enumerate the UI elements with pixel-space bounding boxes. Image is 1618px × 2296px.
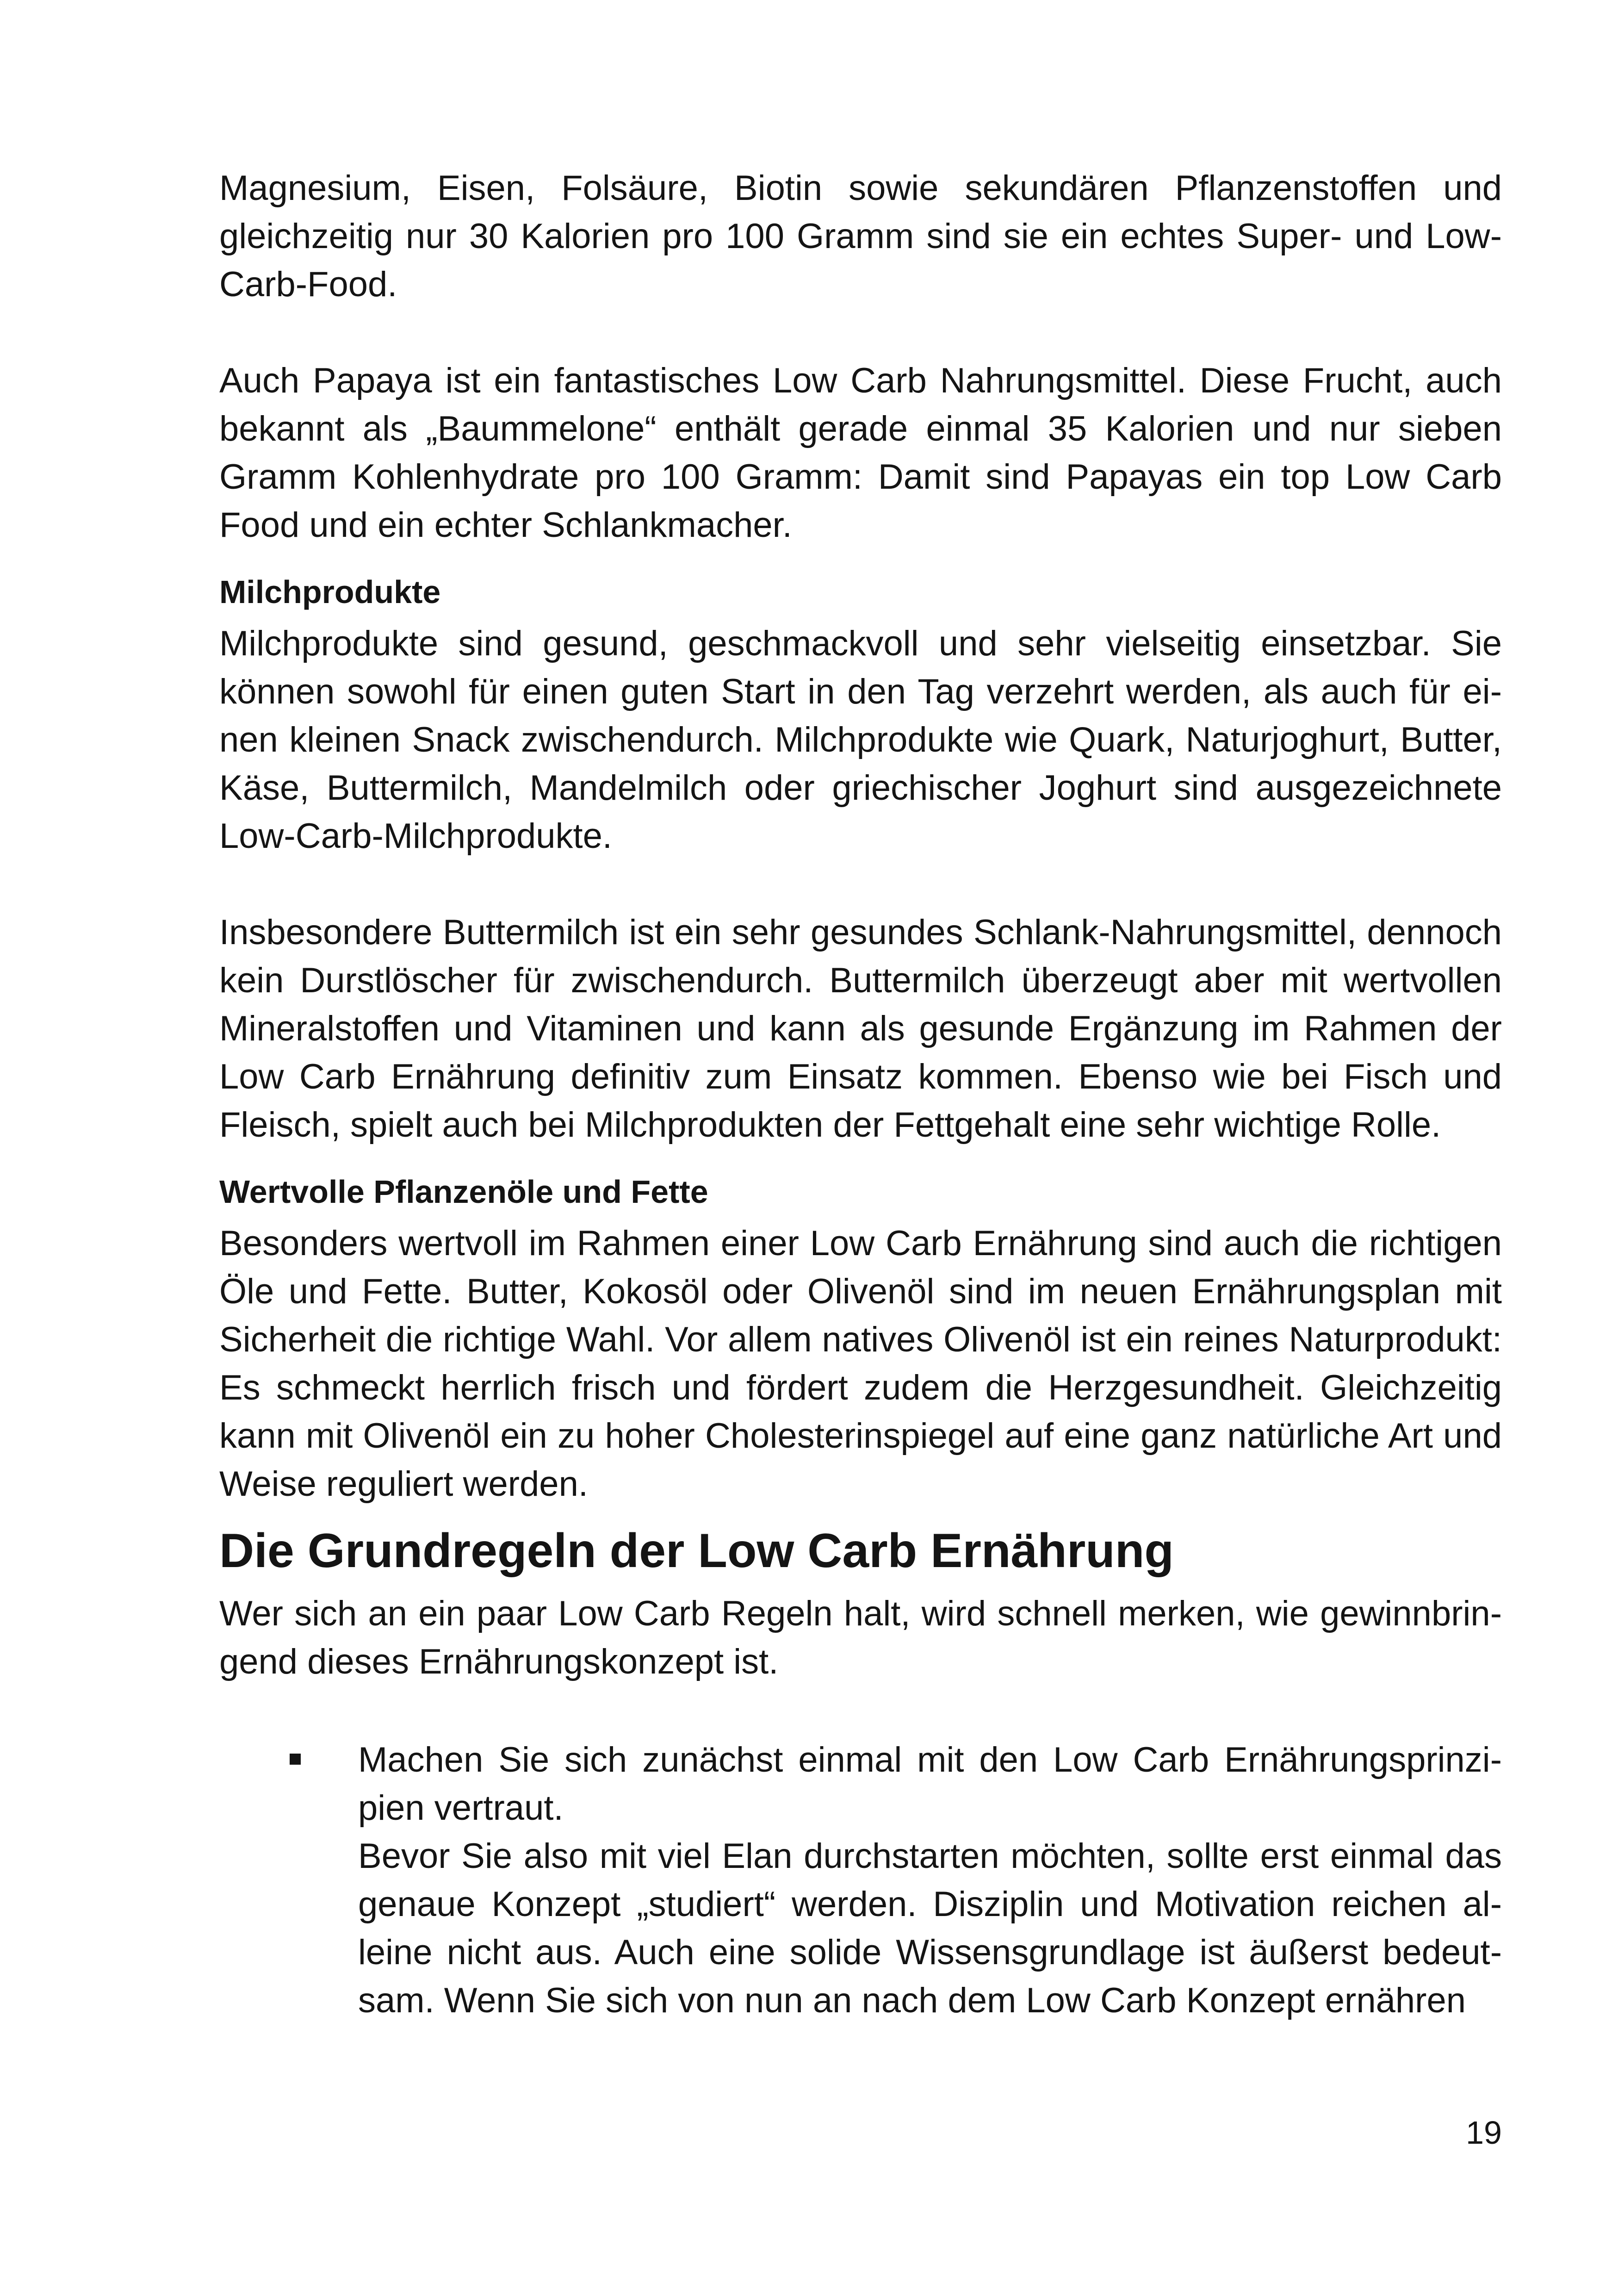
- list-item-body: Bevor Sie also mit viel Elan durchstarten möchten, sollte erst einmal das genaue Konzept „studiert“ werden. Disziplin und Motivation reichen alleine nicht aus. Auch eine solide Wissensgrundlage ist äußerst bedeutsam. Wenn Sie sich von nun an nach dem Low Carb Konzept ernähren: [358, 1836, 1502, 2020]
- list-item-title: Machen Sie sich zunächst einmal mit den Low Carb Ernährungsprinzipien vertraut.: [358, 1740, 1502, 1828]
- paragraph-superfood: Magnesium, Eisen, Folsäure, Biotin sowie sekundären Pflanzenstoffen und gleichzeitig nur 30 Kalorien pro 100 Gramm sind sie ein echtes Super- und Low-Carb-Food.: [219, 168, 1502, 304]
- rules-list: [219, 1736, 1502, 2025]
- paragraph-grundregeln-intro: Wer sich an ein paar Low Carb Regeln halt, wird schnell merken, wie gewinnbringend dieses Ernährungskonzept ist.: [219, 1594, 1502, 1681]
- page-number: 19: [1466, 2115, 1502, 2151]
- paragraph-papaya: Auch Papaya ist ein fantastisches Low Carb Nahrungsmittel. Diese Frucht, auch bekannt als „Baummelone“ enthält gerade einmal 35 Kalorien und nur sieben Gramm Kohlenhydrate pro 100 Gramm: Damit sind Papayas ein top Low Carb Food und ein echter Schlankmacher.: [219, 361, 1502, 545]
- subheading-pflanzenoele: Wertvolle Pflanzenöle und Fette: [219, 1174, 708, 1210]
- paragraph-buttermilch: Insbesondere Buttermilch ist ein sehr gesundes Schlank-Nahrungsmittel, dennoch kein Durstlöscher für zwischendurch. Buttermilch überzeugt aber mit wertvollen Mineralstoffen und Vitaminen und kann als gesunde Ergänzung im Rahmen der Low Carb Ernährung definitiv zum Einsatz kommen. Ebenso wie bei Fisch und Fleisch, spielt auch bei Milchprodukten der Fettgehalt eine sehr wichtige Rolle.: [219, 913, 1502, 1145]
- subheading-milchprodukte: Milchprodukte: [219, 574, 441, 610]
- list-item: [219, 1736, 1502, 2025]
- paragraph-milchprodukte: Milchprodukte sind gesund, geschmackvoll und sehr vielseitig einsetzbar. Sie können sowohl für einen guten Start in den Tag verzehrt werden, als auch für einen kleinen Snack zwischendurch. Milchprodukte wie Quark, Naturjoghurt, Butter, Käse, Buttermilch, Mandelmilch oder griechischer Joghurt sind ausgezeichnete Low-Carb-Milchprodukte.: [219, 624, 1502, 856]
- page-body: [219, 164, 1502, 2025]
- section-heading-grundregeln: Die Grundregeln der Low Carb Ernährung: [219, 1524, 1174, 1578]
- paragraph-pflanzenoele: Besonders wertvoll im Rahmen einer Low Carb Ernährung sind auch die richtigen Öle und Fette. Butter, Kokosöl oder Olivenöl sind im neuen Ernährungsplan mit Sicherheit die richtige Wahl. Vor allem natives Olivenöl ist ein reines Naturprodukt: Es schmeckt herrlich frisch und fördert zudem die Herzgesundheit. Gleichzeitig kann mit Olivenöl ein zu hoher Cholesterinspiegel auf eine ganz natürliche Art und Weise reguliert werden.: [219, 1224, 1502, 1504]
- square-bullet-icon: [290, 1754, 301, 1765]
